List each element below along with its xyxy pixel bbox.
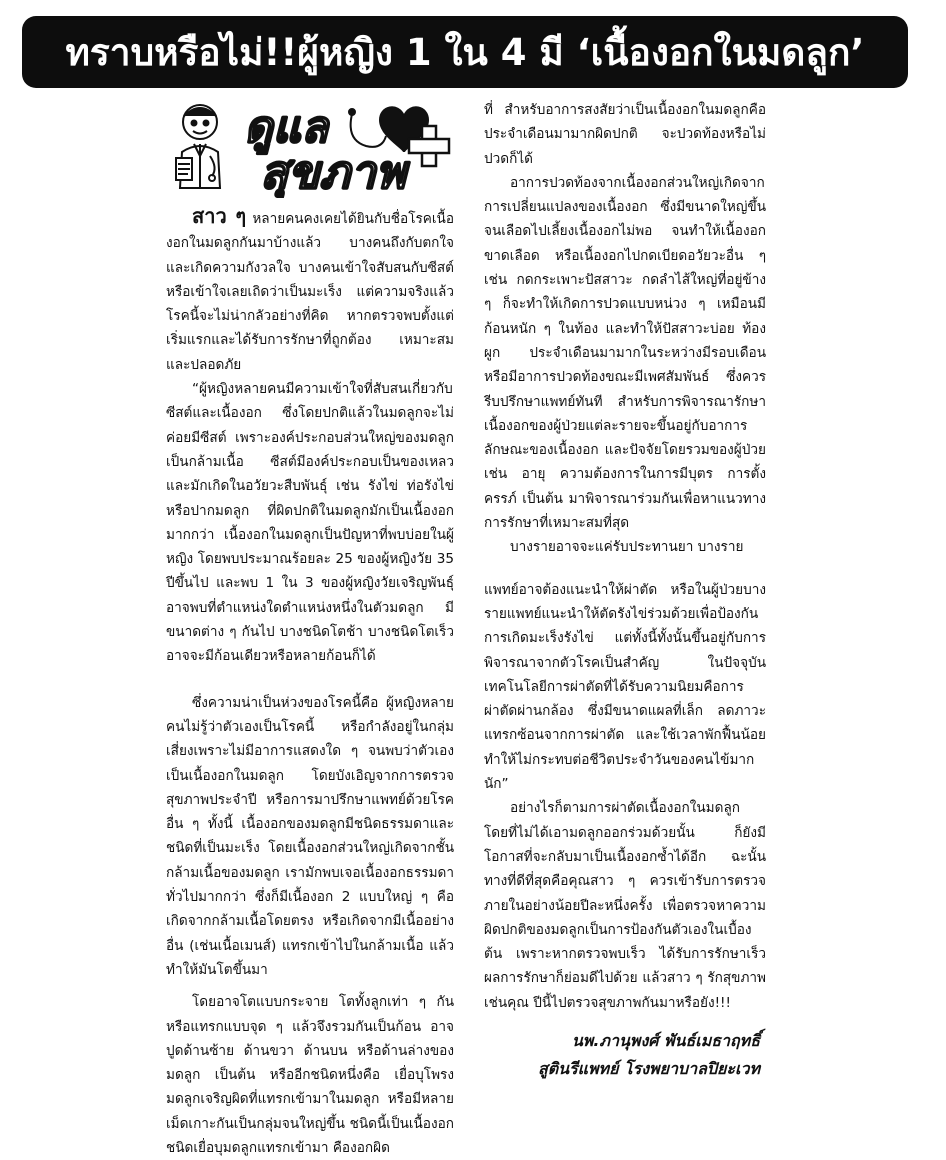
svg-text:ดูแล: ดูแล [244, 102, 328, 153]
byline [484, 1027, 766, 1083]
intro-paragraph [166, 204, 454, 377]
article-column-right [484, 98, 766, 1083]
author-name: นพ.ภานุพงศ์ พันธ์เมธาฤทธิ์ [571, 1030, 760, 1050]
doctor-logo-illustration [166, 96, 458, 198]
headline-banner [22, 16, 908, 88]
lead-word: สาว ๆ [192, 204, 247, 228]
body-paragraph-surgery: แพทย์อาจต้องแนะนำให้ผ่าตัด หรือในผู้ป่วยบางรายแพทย์แนะนำให้ตัดรังไข่ร่วมด้วยเพื่อป้องกันการเกิดมะเร็งรังไข่ แต่ทั้งนี้ทั้งนั้นขึ้นอยู่กับการพิจารณาจากตัวโรคเป็นสำคัญ ในปัจจุบันเทคโนโลยีการผ่าตัดที่ได้รับความนิยมคือการผ่าตัดผ่านกล้อง ซึ่งมีขนาดแผลที่เล็ก ลดภาวะแทรกซ้อนจากการผ่าตัด และใช้เวลาพักฟื้นน้อย ทำให้ไม่กระทบต่อชีวิตประจำวันของคนไข้มากนัก” [484, 581, 766, 793]
body-paragraph-risk: ซึ่งความน่าเป็นห่วงของโรคนี้คือ ผู้หญิงหลายคนไม่รู้ว่าตัวเองเป็นโรคนี้ หรือกำลังอยู่ในกลุ่มเสี่ยงเพราะไม่มีอาการแสดงใด ๆ จนพบว่าตัวเองเป็นเนื้องอกในมดลูก โดยบังเอิญจากการตรวจสุขภาพประจำปี หรือการมาปรึกษาแพทย์ด้วยโรคอื่น ๆ ทั้งนี้ เนื้องอกของมดลูกมีชนิดธรรมดาและชนิดที่เป็นมะเร็ง โดยเนื้องอกส่วนใหญ่เกิดจากชั้นกล้ามเนื้อของมดลูก เรามักพบเจอเนื้องอกธรรมดาทั่วไปมากกว่า ซึ่งก็มีเนื้องอก 2 แบบใหญ่ ๆ คือ เกิดจากกล้ามเนื้อโดยตรง หรือเกิดจากมีเนื้ออย่างอื่น (เช่นเนื้อเมนส์) แทรกเข้าไปในกล้ามเนื้อ แล้วทำให้มันโตขึ้นมา [166, 694, 454, 978]
svg-text:สุขภาพ: สุขภาพ [260, 145, 406, 198]
paragraph-spacer [484, 560, 766, 578]
body-paragraph-pain: อาการปวดท้องจากเนื้องอกส่วนใหญ่เกิดจากการเปลี่ยนแปลงของเนื้องอก ซึ่งมีขนาดใหญ่ขึ้นจนเลือดไปเลี้ยงเนื้องอกไม่พอ จนทำให้เนื้องอกขาดเลือด หรือเนื้องอกไปกดเบียดอวัยวะอื่น ๆ เช่น กดกระเพาะปัสสาวะ กดลำไส้ใหญ่ที่อยู่ข้าง ๆ ก็จะทำให้เกิดการปวดแบบหน่วง ๆ เหมือนมีก้อนหนัก ๆ ในท้อง และทำให้ปัสสาวะบ่อย ท้องผูก ประจำเดือนมามากในระหว่างมีรอบเดือน หรือมีอาการปวดท้องขณะมีเพศสัมพันธ์ ซึ่งควรรีบปรึกษาแพทย์ทันที สำหรับการพิจารณารักษาเนื้องอกของผู้ป่วยแต่ละรายจะขึ้นอยู่กับอาการ ลักษณะของเนื้องอก และปัจจัยโดยรวมของผู้ป่วย เช่น อายุ ความต้องการในการมีบุตร การตั้งครรภ์ เป็นต้น มาพิจารณาร่วมกันเพื่อหาแนวทางการรักษาที่เหมาะสมที่สุด [484, 174, 766, 532]
column-logo [166, 96, 458, 198]
paragraph-spacer [166, 982, 454, 990]
quote-paragraph: “ผู้หญิงหลายคนมีความเข้าใจที่สับสนเกี่ยวกับซีสต์และเนื้องอก ซึ่งโดยปกติแล้วในมดลูกจะไม่ค่อยมีซีสต์ เพราะองค์ประกอบส่วนใหญ่ของมดลูกเป็นกล้ามเนื้อ ซีสต์มีองค์ประกอบเป็นของเหลวและมักเกิดในอวัยวะสืบพันธุ์ เช่น รังไข่ ท่อรังไข่ หรือปากมดลูก ที่ผิดปกติในมดลูกมักเป็นเนื้องอกมากกว่า เนื้องอกในมดลูกเป็นปัญหาที่พบบ่อยในผู้หญิง โดยพบประมาณร้อยละ 25 ของผู้หญิงวัย 35 ปีขึ้นไป และพบ 1 ใน 3 ของผู้หญิงวัยเจริญพันธุ์ อาจพบที่ตำแหน่งใดตำแหน่งหนึ่งในตัวมดลูก มีขนาดต่าง ๆ กันไป บางชนิดโตช้า บางชนิดโตเร็ว อาจจะมีก้อนเดียวหรือหลายก้อนก็ได้ [166, 381, 454, 665]
intro-text: หลายคนคงเคยได้ยินกับชื่อโรคเนื้องอกในมดลูกกันมาบ้างแล้ว บางคนถึงกับตกใจและเกิดความกังวลใจ บางคนเข้าใจสับสนกับซีสต์หรือเข้าใจเลยเถิดว่าเป็นมะเร็ง แต่ความจริงแล้วโรคนี้จะไม่น่ากลัวอย่างที่คิด หากตรวจพบตั้งแต่เริ่มแรกและได้รับการรักษาที่ถูกต้อง เหมาะสม และปลอดภัย [166, 211, 454, 373]
paragraph-spacer [166, 669, 454, 691]
body-paragraph-medication: บางรายอาจจะแค่รับประทานยา บางราย [510, 539, 744, 556]
body-paragraph-growth: โดยอาจโตแบบกระจาย โตทั้งลูกเท่า ๆ กัน หรือแทรกแบบจุด ๆ แล้วจึงรวมกันเป็นก้อน อาจปูดด้านซ้าย ด้านขวา ด้านบน หรือด้านล่างของมดลูก เป็นต้น หรืออีกชนิดหนึ่งคือ เยื่อบุโพรงมดลูกเจริญผิดที่แทรกเข้ามาในมดลูก หรือมีหลายเม็ดเกาะกันเป็นกลุ่มจนใหญ่ขึ้น ชนิดนี้เป็นเนื้องอกชนิดเยื่อบุมดลูกแทรกเข้ามา คืองอกผิด [166, 994, 454, 1156]
author-title: สูตินรีแพทย์ โรงพยาบาลปิยะเวท [537, 1058, 760, 1078]
body-paragraph-symptoms: ที่ สำหรับอาการสงสัยว่าเป็นเนื้องอกในมดลูกคือ ประจำเดือนมามากผิดปกติ จะปวดท้องหรือไม่ปวดก็ได้ [484, 102, 766, 167]
body-paragraph-conclusion: อย่างไรก็ตามการผ่าตัดเนื้องอกในมดลูกโดยที่ไม่ได้เอามดลูกออกร่วมด้วยนั้น ก็ยังมีโอกาสที่จะกลับมาเป็นเนื้องอกซ้ำได้อีก ฉะนั้นทางที่ดีที่สุดคือคุณสาว ๆ ควรเข้ารับการตรวจภายในอย่างน้อยปีละหนึ่งครั้ง เพื่อตรวจหาความผิดปกติของมดลูกเป็นการป้องกันตัวเองในเบื้องต้น เพราะหากตรวจพบเร็ว ได้รับการรักษาเร็ว ผลการรักษาก็ย่อมดีไปด้วย แล้วสาว ๆ รักสุขภาพเช่นคุณ ปีนี้ไปตรวจสุขภาพกันมาหรือยัง!!! [484, 800, 766, 1011]
article-column-left [166, 204, 454, 1160]
article-headline: ทราบหรือไม่!!ผู้หญิง 1 ใน 4 มี ‘เนื้องอกในมดลูก’ [65, 30, 865, 74]
